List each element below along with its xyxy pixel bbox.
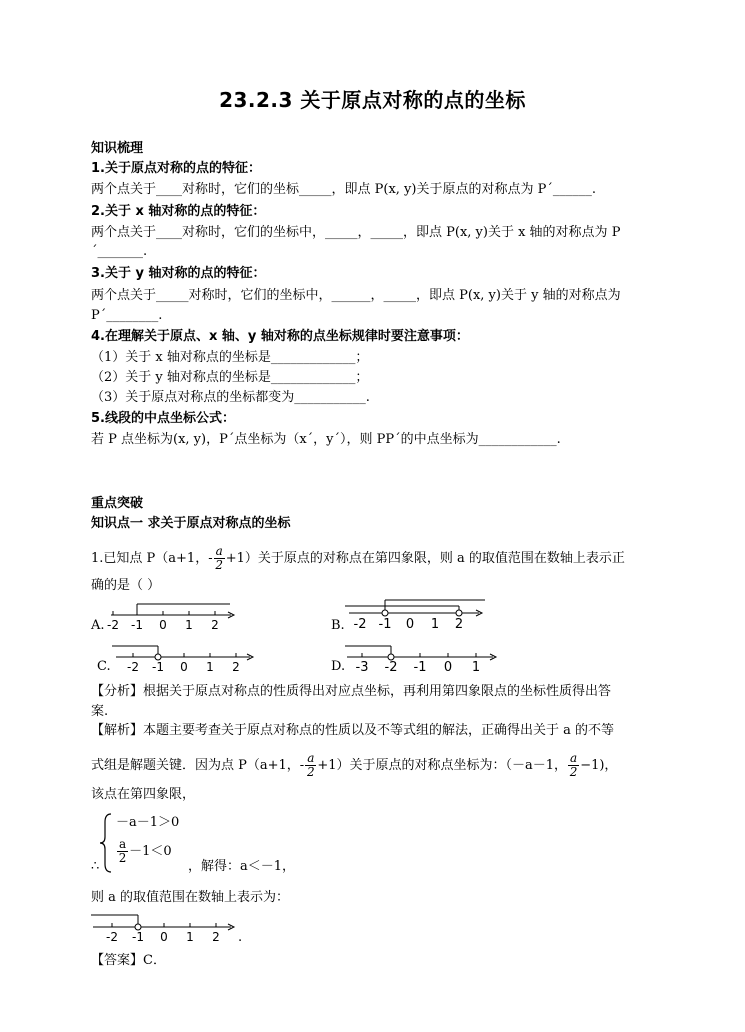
section-heading-focus: 重点突破	[91, 496, 144, 511]
paragraph-2b: ´_______.	[91, 244, 148, 259]
tick-label: 0	[159, 618, 167, 632]
tick-label: -1	[378, 617, 392, 632]
option-b-label: B.	[331, 618, 345, 633]
tick-label: 0	[443, 660, 453, 675]
brace-icon	[98, 812, 114, 874]
option-c-label: C.	[97, 659, 111, 674]
solution-text-post: −1)，	[580, 758, 618, 773]
fraction-numerator: a	[307, 751, 315, 765]
fraction-a-over-2	[305, 752, 316, 779]
tick-label: -2	[127, 660, 139, 674]
fraction-a-over-2	[214, 545, 225, 572]
list-item: （2）关于 y 轴对称点的坐标是_____________；	[91, 370, 369, 385]
number-line-d	[345, 641, 500, 676]
inequality-2	[116, 838, 172, 865]
inequality-1: －a－1＞0	[116, 815, 180, 830]
tick-label: -1	[131, 618, 143, 632]
solution-text-pre: 式组是解题关键．因为点 P（a+1，-	[91, 758, 305, 773]
ticks	[133, 653, 236, 657]
tick-label: -2	[384, 660, 398, 675]
paragraph-2a: 两个点关于____对称时，它们的坐标中，_____，_____，即点 P(x, y)关于 x 轴的对称点为 P	[91, 225, 621, 240]
tick-label: 1	[185, 618, 193, 632]
tick-label: -2	[353, 617, 367, 632]
range-statement: 则 a 的取值范围在数轴上表示为：	[91, 890, 290, 905]
subheading-point-one: 知识点一 求关于原点对称点的坐标	[91, 516, 291, 531]
tick-label: 1	[471, 660, 481, 675]
tick-label: 2	[454, 617, 464, 632]
heading-3: 3.关于 y 轴对称的点的特征：	[91, 266, 266, 281]
inequality-2-text: －1＜0	[129, 844, 172, 859]
page-title: 23.2.3 关于原点对称的点的坐标	[219, 88, 526, 112]
question-text-pre: 1.已知点 P（a+1，-	[91, 551, 213, 566]
tick-label: -2	[106, 930, 118, 943]
open-point	[456, 610, 462, 616]
fraction-denominator: 2	[569, 765, 578, 779]
tick-label: 1	[206, 660, 214, 674]
question-1-line-1	[91, 545, 625, 572]
open-point	[382, 610, 388, 616]
heading-5: 5.线段的中点坐标公式：	[91, 411, 235, 426]
question-text-post: +1）关于原点的对称点在第四象限，则 a 的取值范围在数轴上表示正	[225, 551, 625, 566]
analysis-line-2: 案.	[91, 704, 109, 719]
tick-label: 1	[430, 617, 440, 632]
fraction-denominator: 2	[306, 765, 315, 779]
tick-label: 2	[232, 660, 240, 674]
paragraph-1: 两个点关于____对称时，它们的坐标_____，即点 P(x, y)关于原点的对称点为 P´______.	[91, 182, 596, 197]
tick-label: 0	[405, 617, 415, 632]
solution-line-1: 【解析】本题主要考查关于原点对称点的性质以及不等式组的解法，正确得出关于 a 的不等	[91, 723, 615, 738]
option-d-label: D.	[331, 659, 346, 674]
list-item: （3）关于原点对称点的坐标都变为___________.	[91, 390, 370, 405]
heading-2: 2.关于 x 轴对称的点的特征：	[91, 204, 266, 219]
tick-label: 2	[212, 930, 220, 943]
paragraph-3b: P´________.	[91, 308, 163, 323]
solution-text-mid: +1）关于原点的对称点坐标为：（－a－1，	[317, 758, 568, 773]
fraction-numerator: a	[119, 837, 127, 851]
ticks	[362, 653, 476, 657]
solution-line-2	[91, 752, 617, 779]
number-line-answer	[91, 911, 241, 943]
fraction-numerator: a	[570, 751, 578, 765]
solve-result: ，解得：a＜－1，	[188, 859, 296, 874]
heading-4: 4.在理解关于原点、x 轴、y 轴对称的点坐标规律时要注意事项：	[91, 329, 469, 344]
ticks	[112, 923, 216, 927]
section-heading-knowledge: 知识梳理	[91, 141, 144, 156]
period: .	[238, 930, 243, 945]
question-1-line-2: 确的是（ ）	[91, 578, 161, 593]
number-line-c	[112, 641, 257, 676]
therefore-symbol: ∴	[91, 859, 100, 874]
tick-label: -1	[413, 660, 427, 675]
fraction-denominator: 2	[215, 558, 223, 572]
fraction-denominator: 2	[118, 851, 127, 865]
tick-label: 1	[186, 930, 194, 943]
fraction-a-over-2	[117, 838, 128, 865]
number-line-b	[345, 597, 490, 635]
tick-label: -3	[355, 660, 369, 675]
number-line-a	[103, 603, 238, 633]
ticks	[113, 611, 215, 615]
answer-line: 【答案】C．	[91, 953, 166, 968]
tick-label: 2	[211, 618, 219, 632]
tick-label: 0	[160, 930, 168, 943]
tick-label: -1	[152, 660, 164, 674]
paragraph-5: 若 P 点坐标为(x, y)，P´点坐标为（x´，y´），则 PP´的中点坐标为____________.	[91, 432, 561, 447]
tick-label: -1	[132, 930, 144, 943]
list-item: （1）关于 x 轴对称点的坐标是_____________；	[91, 350, 369, 365]
heading-1: 1.关于原点对称的点的特征：	[91, 161, 261, 176]
option-a-label: A.	[91, 618, 105, 633]
paragraph-3a: 两个点关于_____对称时，它们的坐标中，______，_____，即点 P(x, y)关于 y 轴的对称点为	[91, 288, 621, 303]
fraction-a-over-2	[568, 752, 579, 779]
solution-line-3: 该点在第四象限，	[91, 787, 196, 802]
analysis-line-1: 【分析】根据关于原点对称点的性质得出对应点坐标，再利用第四象限点的坐标性质得出答	[91, 684, 612, 699]
tick-label: -2	[107, 618, 119, 632]
tick-label: 0	[180, 660, 188, 674]
fraction-numerator: a	[215, 544, 223, 558]
